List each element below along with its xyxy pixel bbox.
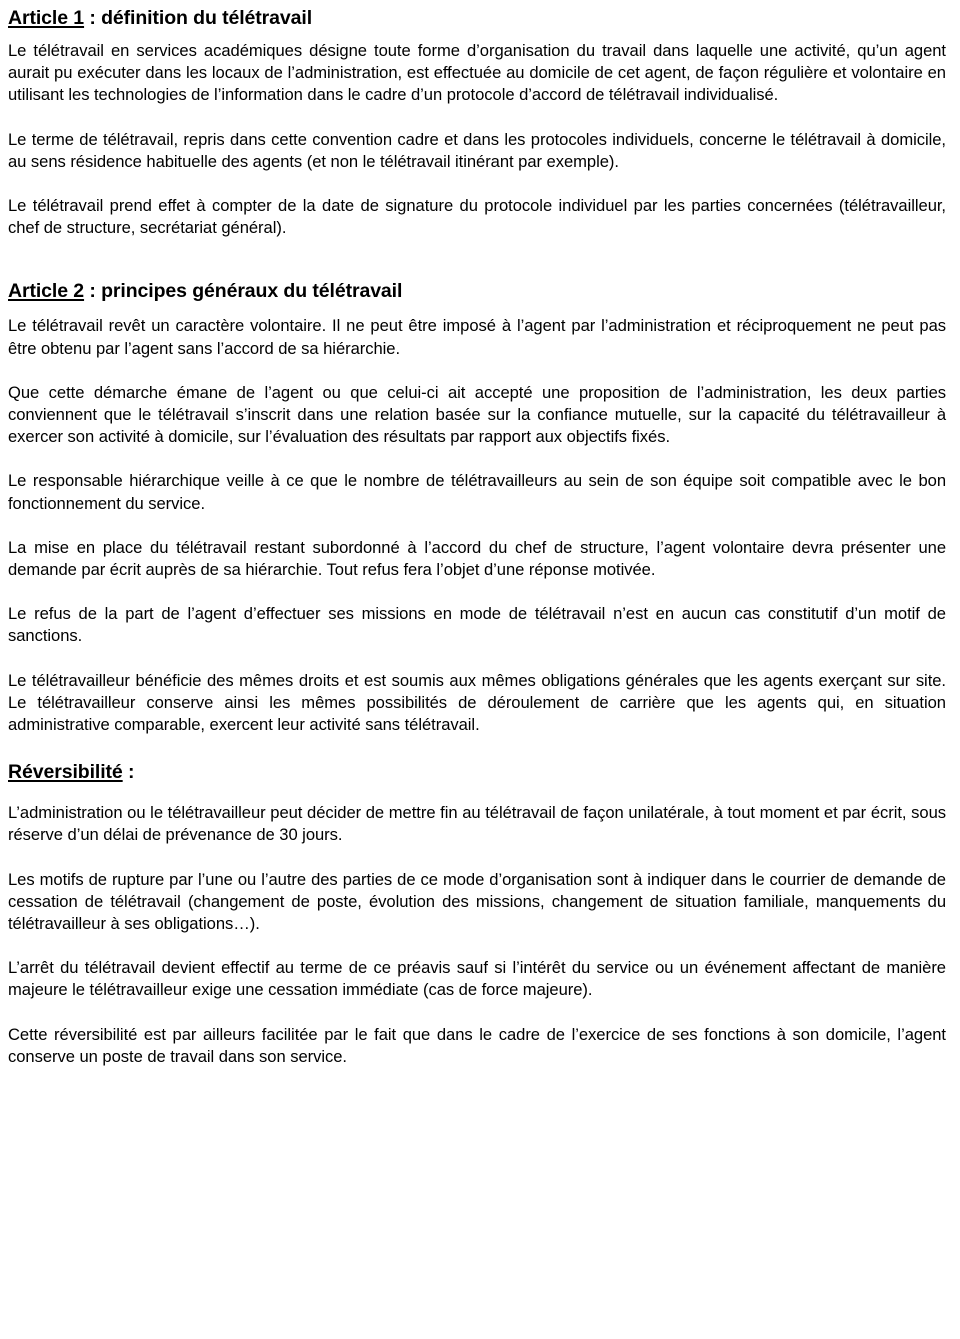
spacer [8,935,946,957]
reversibilite-heading [8,760,946,784]
reversibilite-heading-underlined: Réversibilité [8,761,123,784]
article-2-paragraph-1: Le télétravail revêt un caractère volontaire. Il ne peut être imposé à l’agent par l’administration et réciproquement ne peut pas être obtenu par l’agent sans l’accord de sa hiérarchie. [8,316,946,358]
spacer [8,648,946,670]
article-2-paragraph-3: Le responsable hiérarchique veille à ce que le nombre de télétravailleurs au sein de son équipe soit compatible avec le bon fonctionnement du service. [8,471,946,513]
article-1-paragraph-3: Le télétravail prend effet à compter de la date de signature du protocole individuel par les parties concernées (télétravailleur, chef de structure, secrétariat général). [8,196,946,238]
spacer [8,736,946,760]
article-2-paragraph-4: La mise en place du télétravail restant subordonné à l’accord du chef de structure, l’agent volontaire devra présenter une demande par écrit auprès de sa hiérarchie. Tout refus fera l’objet d’une réponse motivée. [8,537,946,580]
spacer [8,173,946,195]
spacer [8,1002,946,1024]
article-2-heading-underlined: Article 2 [8,280,85,303]
reversibilite-heading-rest: : [122,761,135,784]
spacer [8,107,946,129]
reversibilite-paragraph-1: L’administration ou le télétravailleur peut décider de mettre fin au télétravail de façon unilatérale, à tout moment et par écrit, sous réserve d’un délai de prévenance de 30 jours. [8,803,946,845]
reversibilite-paragraph-2: Les motifs de rupture par l’une ou l’autre des parties de ce mode d’organisation sont à indiquer dans le courrier de demande de cessation de télétravail (changement de poste, évolution des missions, changement de situation familiale, manquements du télétravailleur à ses obligations…). [8,869,946,934]
spacer [8,30,946,40]
reversibilite-paragraph-3: L’arrêt du télétravail devient effectif au terme de ce préavis sauf si l’intérêt du service ou un événement affectant de manière majeure le télétravailleur exige une cessation immédiate (cas de force majeure). [8,958,946,1000]
article-1-heading-rest: : définition du télétravail [84,7,313,29]
article-2-heading [8,279,946,303]
spacer [8,847,946,869]
spacer [8,581,946,603]
spacer [8,448,946,470]
spacer [8,239,946,279]
article-1-heading-underlined: Article 1 [8,7,85,29]
spacer [8,515,946,537]
article-2-paragraph-5: Le refus de la part de l’agent d’effectuer ses missions en mode de télétravail n’est en aucun cas constitutif d’un motif de sanctions. [8,604,946,646]
article-1-paragraph-1: Le télétravail en services académiques désigne toute forme d’organisation du travail dans laquelle une activité, qu’un agent aurait pu exécuter dans les locaux de l’administration, est effectuée au domicile de cet agent, de façon régulière et volontaire en utilisant les technologies de l’information dans le cadre d’un protocole d’accord de télétravail individualisé. [8,41,946,105]
article-1-heading [8,6,946,30]
spacer [8,360,946,382]
spacer [8,303,946,315]
reversibilite-paragraph-4: Cette réversibilité est par ailleurs facilitée par le fait que dans le cadre de l’exercice de ses fonctions à son domicile, l’agent conserve un poste de travail dans son service. [8,1024,946,1066]
article-2-paragraph-2: Que cette démarche émane de l’agent ou que celui-ci ait accepté une proposition de l’administration, les deux parties conviennent que le télétravail s’inscrit dans une relation basée sur la confiance mutuelle, sur la capacité du télétravailleur à exercer son activité à domicile, sur l’évaluation des résultats par rapport aux objectifs fixés. [8,382,946,447]
spacer [8,784,946,802]
article-2-heading-rest: : principes généraux du télétravail [84,280,403,303]
article-2-paragraph-6: Le télétravailleur bénéficie des mêmes droits et est soumis aux mêmes obligations générales que les agents exerçant sur site. Le télétravailleur conserve ainsi les mêmes possibilités de déroulement de carrière que les agents qui, en situation administrative comparable, exercent leur activité sans télétravail. [8,670,946,735]
article-1-paragraph-2: Le terme de télétravail, repris dans cette convention cadre et dans les protocoles individuels, concerne le télétravail à domicile, au sens résidence habituelle des agents (et non le télétravail itinérant par exemple). [8,129,946,171]
